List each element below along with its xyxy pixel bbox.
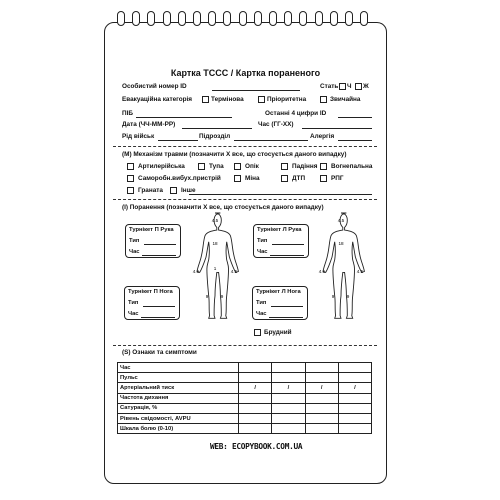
mechanism-heading: (М) Механізм травми (позначити Х все, що стосується даного випадку) xyxy=(122,151,347,158)
branch-label: Рід військ xyxy=(122,133,155,140)
tourniquet-title: Турнікет Л Нога xyxy=(256,289,301,295)
body-percentage: 4.5 xyxy=(356,269,364,274)
vitals-row xyxy=(118,424,372,434)
mechanism-option-label: Тупа xyxy=(209,163,224,170)
vitals-cell[interactable] xyxy=(272,413,305,423)
body-percentage: 18 xyxy=(212,241,218,246)
injuries-heading: (І) Поранення (позначити Х все, що стосується даного випадку) xyxy=(122,204,324,211)
vitals-cell[interactable] xyxy=(272,424,305,434)
mechanism-option-label: Інше xyxy=(181,187,196,194)
vitals-cell[interactable] xyxy=(338,403,371,413)
tourniquet-type-label: Тип xyxy=(257,238,268,244)
tourniquet-time-label: Час xyxy=(129,249,140,255)
vitals-cell[interactable] xyxy=(272,373,305,383)
vitals-row xyxy=(118,393,372,403)
tourniquet-type-label: Тип xyxy=(129,238,140,244)
mechanism-option-label: Опік xyxy=(245,163,259,170)
mechanism-option-label: Міна xyxy=(245,175,260,182)
divider xyxy=(113,345,377,346)
dirty-checkbox[interactable] xyxy=(254,329,261,336)
vitals-row-label: Час xyxy=(118,363,239,373)
vitals-cell[interactable] xyxy=(239,363,272,373)
vitals-cell[interactable] xyxy=(305,373,338,383)
id-label: Особистий номер ID xyxy=(122,83,187,90)
body-percentage: 4.5 xyxy=(337,218,345,223)
tourniquet-type-label: Тип xyxy=(256,300,267,306)
vitals-row xyxy=(118,403,372,413)
mechanism-option-label: Вогнепальна xyxy=(331,163,373,170)
urgent-label: Термінова xyxy=(211,96,244,103)
last4-label: Останні 4 цифри ID xyxy=(265,110,327,117)
tourniquet-time-label: Час xyxy=(256,311,267,317)
vitals-cell[interactable]: / xyxy=(338,383,371,393)
tourniquet-title: Турнікет П Нога xyxy=(128,289,173,295)
body-percentage: 4.5 xyxy=(192,269,200,274)
body-outline xyxy=(197,213,238,318)
website-footer: WEB: ECOPYBOOK.COM.UA xyxy=(210,442,303,451)
vitals-row-label: Пульс xyxy=(118,373,239,383)
vitals-cell[interactable] xyxy=(239,424,272,434)
body-percentage: 1 xyxy=(213,266,217,271)
vitals-cell[interactable]: / xyxy=(239,383,272,393)
mechanism-option-label: РПГ xyxy=(331,175,344,182)
tourniquet-time-label: Час xyxy=(128,311,139,317)
vitals-table xyxy=(117,362,372,434)
dirty-label: Брудний xyxy=(264,329,292,336)
vitals-cell[interactable] xyxy=(305,403,338,413)
priority-label: Пріоритетна xyxy=(267,96,307,103)
body-percentage: 9 xyxy=(220,294,224,299)
vitals-cell[interactable] xyxy=(239,373,272,383)
vitals-cell[interactable]: / xyxy=(272,383,305,393)
vitals-cell[interactable] xyxy=(305,393,338,403)
vitals-cell[interactable]: / xyxy=(305,383,338,393)
vitals-row-label: Артеріальний тиск xyxy=(118,383,239,393)
tourniquet-type-label: Тип xyxy=(128,300,139,306)
tourniquet-title: Турнікет Л Рука xyxy=(257,227,302,233)
vitals-row-label: Частота дихання xyxy=(118,393,239,403)
female-label: Ж xyxy=(363,83,369,90)
vitals-row-label: Шкала болю (0-10) xyxy=(118,424,239,434)
body-outline xyxy=(323,213,364,318)
mechanism-option-label: Саморобн.вибух.пристрій xyxy=(138,175,221,182)
body-percentage: 18 xyxy=(338,241,344,246)
card-title: Картка ТССС / Картка пораненого xyxy=(170,68,321,78)
vitals-cell[interactable] xyxy=(305,363,338,373)
date-label: Дата (ЧЧ-ММ-РР) xyxy=(122,121,176,128)
male-label: Ч xyxy=(347,83,352,90)
vitals-cell[interactable] xyxy=(338,424,371,434)
evac-label: Евакуаційна категорія xyxy=(122,96,193,103)
mechanism-option-label: Граната xyxy=(138,187,163,194)
vitals-cell[interactable] xyxy=(305,424,338,434)
vitals-row-label: Рівень свідомості, AVPU xyxy=(118,413,239,423)
vitals-cell[interactable] xyxy=(338,363,371,373)
vitals-cell[interactable] xyxy=(239,393,272,403)
vitals-row xyxy=(118,363,372,373)
name-label: ПІБ xyxy=(122,110,133,117)
mechanism-option-label: ДТП xyxy=(292,175,306,182)
vitals-cell[interactable] xyxy=(338,413,371,423)
signs-heading: (S) Ознаки та симптоми xyxy=(122,349,197,356)
mechanism-option-label: Артилерійська xyxy=(138,163,185,170)
vitals-cell[interactable] xyxy=(239,413,272,423)
vitals-row xyxy=(118,383,372,393)
vitals-row xyxy=(118,413,372,423)
allergy-label: Алергія xyxy=(310,133,335,140)
body-percentage: 4.5 xyxy=(318,269,326,274)
sex-label: Стать xyxy=(320,83,339,90)
vitals-cell[interactable] xyxy=(239,403,272,413)
front-body[interactable] xyxy=(197,213,238,318)
tourniquet-time-label: Час xyxy=(257,249,268,255)
vitals-row-label: Сатурація, % xyxy=(118,403,239,413)
routine-label: Звичайна xyxy=(330,96,361,103)
vitals-cell[interactable] xyxy=(305,413,338,423)
vitals-cell[interactable] xyxy=(272,403,305,413)
body-percentage: 4.5 xyxy=(211,218,219,223)
unit-label: Підрозділ xyxy=(199,133,231,140)
body-percentage: 9 xyxy=(205,294,209,299)
vitals-row xyxy=(118,373,372,383)
body-percentage: 4.5 xyxy=(230,269,238,274)
mechanism-option-label: Падіння xyxy=(292,163,318,170)
body-percentage: 9 xyxy=(331,294,335,299)
time-label: Час (ГГ-ХХ) xyxy=(258,121,294,128)
vitals-cell[interactable] xyxy=(338,373,371,383)
tourniquet-title: Турнікет П Рука xyxy=(129,227,174,233)
back-body[interactable] xyxy=(323,213,364,318)
vitals-cell[interactable] xyxy=(272,363,305,373)
body-percentage: 9 xyxy=(346,294,350,299)
vitals-cell[interactable] xyxy=(272,393,305,403)
vitals-cell[interactable] xyxy=(338,393,371,403)
